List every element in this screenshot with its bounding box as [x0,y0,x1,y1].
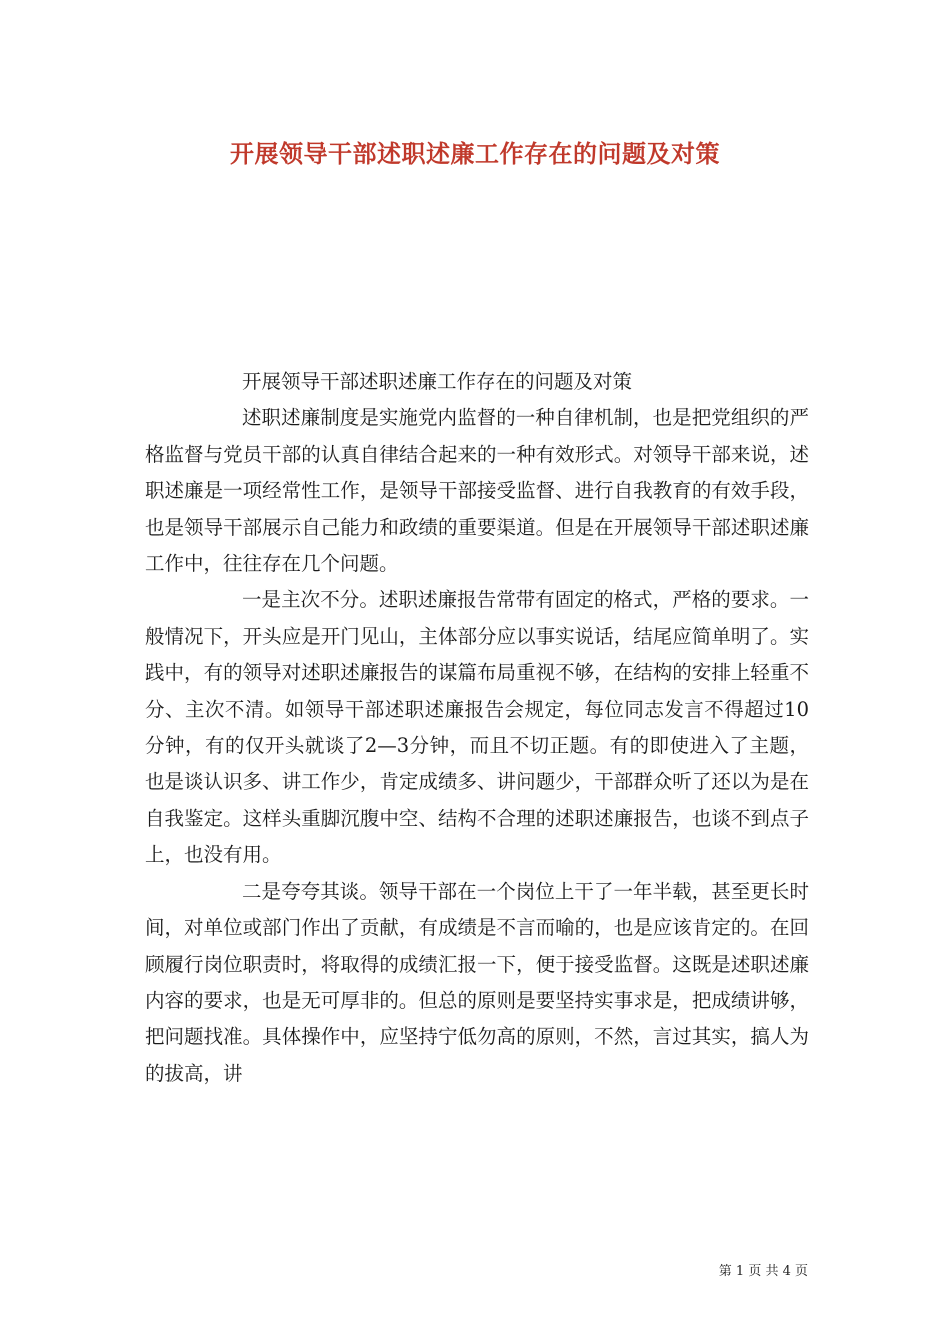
page-title: 开展领导干部述职述廉工作存在的问题及对策 [230,139,720,168]
page-footer: 第 1 页 共 4 页 [718,1264,808,1279]
paragraph-point-two: 二是夸夸其谈。领导干部在一个岗位上干了一年半载，甚至更长时间，对单位或部门作出了贡献，有成绩是不言而喻的，也是应该肯定的。在回顾履行岗位职责时，将取得的成绩汇报一下，便于接受监督。这既是述职述廉内容的要求，也是无可厚非的。但总的原则是要坚持实事求是，把成绩讲够，把问题找准。具体操作中，应坚持宁低勿高的原则，不然，言过其实，搞人为的拔高，讲 [145,879,809,1085]
paragraph-point-one: 一是主次不分。述职述廉报告常带有固定的格式，严格的要求。一般情况下，开头应是开门见山，主体部分应以事实说话，结尾应简单明了。实践中，有的领导对述职述廉报告的谋篇布局重视不够，在结构的安排上轻重不分、主次不清。如领导干部述职述廉报告会规定，每位同志发言不得超过10分钟，有的仅开头就谈了2—3分钟，而且不切正题。有的即使进入了主题，也是谈认识多、讲工作少，肯定成绩多、讲问题少，干部群众听了还以为是在自我鉴定。这样头重脚沉腹中空、结构不合理的述职述廉报告，也谈不到点子上，也没有用。 [145,588,809,867]
paragraph-intro: 述职述廉制度是实施党内监督的一种自律机制，也是把党组织的严格监督与党员干部的认真自律结合起来的一种有效形式。对领导干部来说，述职述廉是一项经常性工作，是领导干部接受监督、进行自我教育的有效手段，也是领导干部展示自己能力和政绩的重要渠道。但是在开展领导干部述职述廉工作中，往往存在几个问题。 [145,406,809,576]
document-subtitle: 开展领导干部述职述廉工作存在的问题及对策 [242,370,633,393]
document-body [145,364,809,1092]
